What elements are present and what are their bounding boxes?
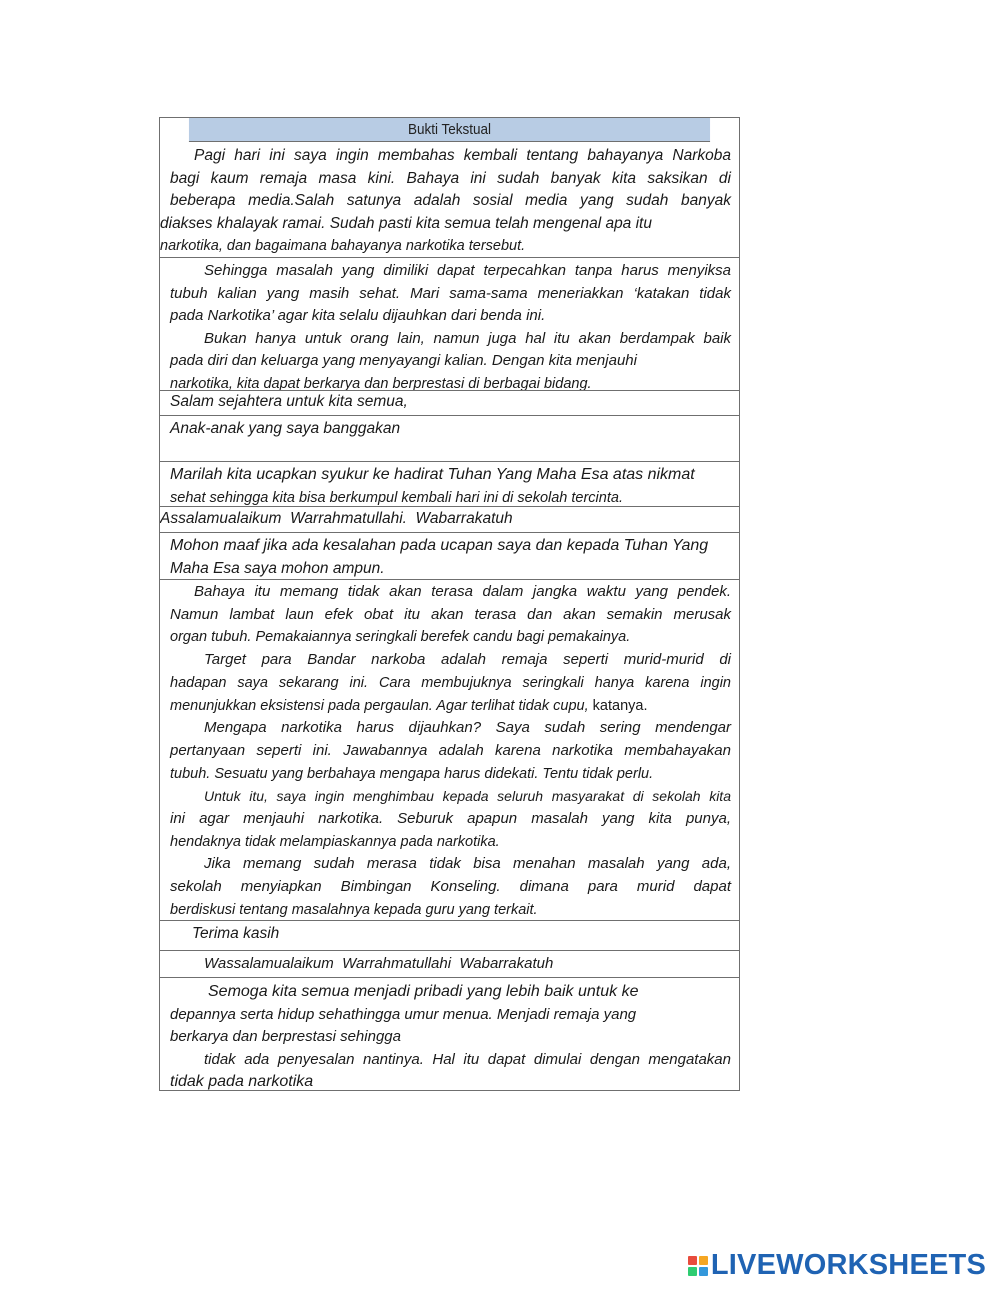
text-line: tubuh. Sesuatu yang berbahaya mengapa harus didekati. Tentu tidak perlu. xyxy=(170,765,654,782)
logo-tile xyxy=(699,1267,708,1276)
text-line: Wassalamualaikum Warrahmatullahi Wabarrakatuh xyxy=(204,955,554,972)
logo-text: LIVEWORKSHEETS xyxy=(710,1249,986,1281)
text-line: Bukan hanya untuk orang lain, namun juga hal itu akan berdampak baik xyxy=(204,329,731,347)
table-row xyxy=(160,258,739,391)
text-line: narkotika, dan bagaimana bahayanya narkotika tersebut. xyxy=(160,238,526,254)
text-line: Mohon maaf jika ada kesalahan pada ucapan saya dan kepada Tuhan Yang xyxy=(170,537,709,554)
text-line: organ tubuh. Pemakaiannya seringkali berefek candu bagi pemakainya. xyxy=(170,629,631,646)
text-line: pada Narkotika’ agar kita selalu dijauhkan dari benda ini. xyxy=(170,307,546,324)
text-line: Untuk itu, saya ingin menghimbau kepada seluruh masyarakat di sekolah kita xyxy=(204,788,731,805)
logo-tile xyxy=(699,1256,708,1265)
text-line: Semoga kita semua menjadi pribadi yang lebih baik untuk ke xyxy=(208,983,639,1000)
logo-tile xyxy=(688,1267,697,1276)
text-line: diakses khalayak ramai. Sudah pasti kita semua telah mengenal apa itu xyxy=(160,214,652,232)
text-line: tidak pada narkotika xyxy=(170,1073,314,1090)
table-row xyxy=(160,951,739,978)
liveworksheets-logo[interactable] xyxy=(688,1251,986,1280)
text-line: hadapan saya sekarang ini. Cara membujuknya seringkali hanya karena ingin xyxy=(170,674,731,691)
text-line xyxy=(170,695,731,718)
text-line: tubuh kalian yang masih sehat. Mari sama-sama meneriakkan ‘katakan tidak xyxy=(170,284,731,302)
text-line: Mengapa narkotika harus dijauhkan? Saya sudah sering mendengar xyxy=(204,719,731,737)
text-line: berdiskusi tentang masalahnya kepada guru yang terkait. xyxy=(170,901,538,918)
logo-tile xyxy=(688,1256,697,1265)
text-line: Assalamualaikum Warrahmatullahi. Wabarrakatuh xyxy=(160,510,513,527)
text-line: Terima kasih xyxy=(192,925,280,942)
text-line: ini agar menjauhi narkotika. Seburuk apapun masalah yang kita punya, xyxy=(170,810,731,828)
text-line: Sehingga masalah yang dimiliki dapat terpecahkan tanpa harus menyiksa xyxy=(204,262,731,279)
text-line: bagi kaum remaja masa kini. Bahaya ini sudah banyak kita saksikan di xyxy=(170,169,731,187)
text-line: Pagi hari ini saya ingin membahas kembali tentang bahayanya Narkoba xyxy=(194,147,731,164)
table-row xyxy=(160,416,739,462)
table-row xyxy=(160,533,739,580)
text-line: Target para Bandar narkoba adalah remaja seperti murid-murid di xyxy=(204,651,731,669)
table-row xyxy=(160,462,739,507)
text-line: Jika memang sudah merasa tidak bisa menahan masalah yang ada, xyxy=(204,855,731,873)
liveworksheets-tiles-icon xyxy=(688,1256,708,1276)
text-line: berkarya dan berprestasi sehingga xyxy=(170,1028,401,1045)
text-line: Salam sejahtera untuk kita semua, xyxy=(170,393,408,410)
text-line: sehat sehingga kita bisa berkumpul kembali hari ini di sekolah tercinta. xyxy=(170,489,623,506)
table-row xyxy=(160,391,739,416)
table-row xyxy=(160,142,739,258)
table-row xyxy=(160,580,739,921)
text-line: pada diri dan keluarga yang menyayangi kalian. Dengan kita menjauhi xyxy=(170,352,637,369)
text-line: Namun lambat laun efek obat itu akan terasa dan akan semakin merusak xyxy=(170,605,731,623)
table-header: Bukti Tekstual xyxy=(189,118,710,142)
table-row xyxy=(160,507,739,533)
table-row xyxy=(160,921,739,951)
text-line: Anak-anak yang saya banggakan xyxy=(170,420,401,437)
text-line: Maha Esa saya mohon ampun. xyxy=(170,559,385,577)
text-span: menunjukkan eksistensi pada pergaulan. Agar terlihat tidak cupu, xyxy=(170,697,589,714)
table-row xyxy=(160,978,739,1091)
text-line: pertanyaan seperti ini. Jawabannya adalah karena narkotika membahayakan xyxy=(170,741,731,759)
text-line: depannya serta hidup sehathingga umur menua. Menjadi remaja yang xyxy=(170,1005,637,1023)
text-line: Marilah kita ucapkan syukur ke hadirat Tuhan Yang Maha Esa atas nikmat xyxy=(170,466,695,483)
text-line: sekolah menyiapkan Bimbingan Konseling. dimana para murid dapat xyxy=(170,878,731,896)
text-line: Bahaya itu memang tidak akan terasa dalam jangka waktu yang pendek. xyxy=(194,583,731,600)
textual-evidence-table xyxy=(159,117,740,1091)
text-line: beberapa media.Salah satunya adalah sosial media yang sudah banyak xyxy=(170,192,731,209)
text-span: katanya. xyxy=(592,697,648,714)
text-line: narkotika, kita dapat berkarya dan berprestasi di berbagai bidang. xyxy=(170,375,592,391)
text-line: tidak ada penyesalan nantinya. Hal itu dapat dimulai dengan mengatakan xyxy=(204,1050,731,1068)
text-line: hendaknya tidak melampiaskannya pada narkotika. xyxy=(170,833,500,850)
